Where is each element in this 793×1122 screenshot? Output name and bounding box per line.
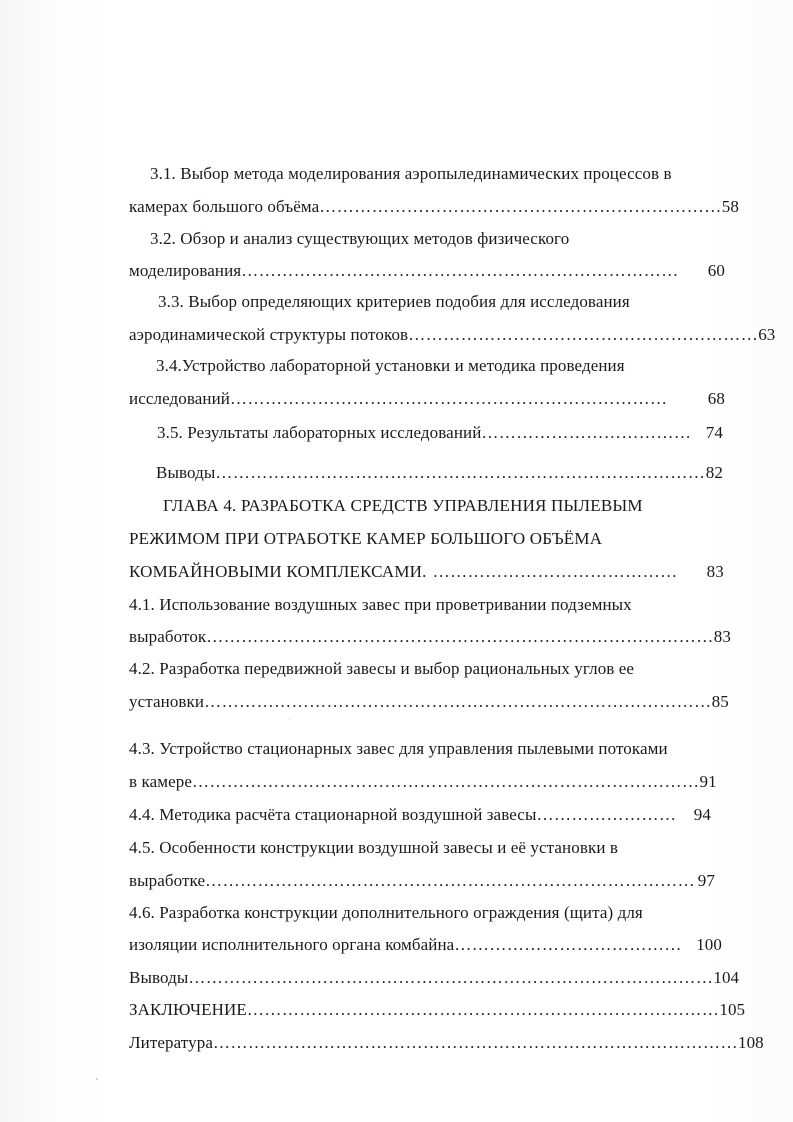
toc-4-1-line1: 4.1. Использование воздушных завес при проветривании подземных [129, 595, 632, 614]
toc-4-6-entry [129, 935, 722, 955]
toc-4-6-line1: 4.6. Разработка конструкции дополнительного ограждения (щита) для [129, 903, 643, 922]
page-number: 97 [697, 871, 715, 890]
page-number: 63 [758, 325, 776, 344]
leader-dots: ………………………………………………………………………… [215, 463, 706, 482]
leader-dots: ………………………………………………………………… [241, 261, 679, 280]
leader-dots: …………………………………………………………………………… [206, 627, 714, 646]
page-number: 82 [705, 463, 723, 482]
scan-speck [96, 1078, 98, 1080]
toc-literature-entry [129, 1033, 764, 1053]
toc-4-4-entry [129, 805, 711, 825]
toc-chapter-4-line1: ГЛАВА 4. РАЗРАБОТКА СРЕДСТВ УПРАВЛЕНИЯ ПЫЛЕВЫМ [163, 496, 643, 515]
leader-dots: ……………………………………………………………………………… [212, 1033, 738, 1052]
toc-3-5-title: 3.5. Результаты лабораторных исследований [157, 423, 482, 442]
toc-3-4-line1: 3.4.Устройство лабораторной установки и методика проведения [156, 356, 625, 375]
page-number: 68 [707, 389, 725, 408]
toc-3-5-entry [157, 423, 723, 443]
leader-dots: …………………………………………………………………………… [191, 772, 700, 791]
leader-dots: …………………… [536, 805, 677, 824]
toc-4-6-line2: изоляции исполнительного органа комбайна [129, 935, 455, 954]
scan-speck [289, 719, 290, 720]
toc-3-4-entry [129, 389, 725, 409]
page-number: 60 [707, 261, 725, 280]
leader-dots: ………………………………………………………………… [229, 389, 668, 408]
page-number: 85 [711, 692, 729, 711]
leader-dots: ………………………………………………………………………… [205, 871, 696, 890]
toc-3-2-entry [129, 261, 725, 281]
toc-3-2-line2: моделирования [129, 261, 242, 280]
toc-4-2-line2: установки [129, 692, 205, 711]
toc-conclusions-ch4-entry [129, 968, 740, 988]
page-number: 83 [706, 562, 724, 581]
leader-dots: …………………………………… [432, 562, 678, 581]
toc-4-1-entry [129, 627, 731, 647]
toc-conclusion-title: ЗАКЛЮЧЕНИЕ [129, 1000, 247, 1019]
toc-chapter-4-line2: РЕЖИМОМ ПРИ ОТРАБОТКЕ КАМЕР БОЛЬШОГО ОБЪЁМА [129, 529, 603, 548]
toc-3-3-line1: 3.3. Выбор определяющих критериев подобия для исследования [158, 292, 630, 311]
page-number: 104 [713, 968, 740, 987]
toc-4-5-line1: 4.5. Особенности конструкции воздушной завесы и её установки в [129, 838, 618, 857]
toc-literature-title: Литература [129, 1033, 213, 1052]
leader-dots: …………………………………………………… [408, 325, 759, 344]
toc-3-1-entry [129, 197, 739, 217]
toc-4-2-entry [129, 692, 729, 712]
leader-dots: ………………………………… [454, 935, 682, 954]
toc-4-3-entry [129, 772, 717, 792]
toc-conclusions-ch3-title: Выводы [156, 463, 216, 482]
toc-3-1-line1: 3.1. Выбор метода моделирования аэропылединамических процессов в [150, 164, 672, 183]
toc-3-3-line2: аэродинамической структуры потоков [129, 325, 409, 344]
page-number: 100 [696, 935, 722, 954]
page-number: 108 [737, 1033, 764, 1052]
page-number: 74 [705, 423, 723, 442]
page-number: 58 [721, 197, 739, 216]
page-number: 94 [693, 805, 711, 824]
toc-conclusions-ch4-title: Выводы [129, 968, 189, 987]
toc-3-1-line2: камерах большого объёма [129, 197, 320, 216]
toc-4-5-line2: выработке [129, 871, 206, 890]
leader-dots: …………………………………………………………… [319, 197, 722, 216]
toc-conclusion-entry [129, 1000, 746, 1020]
page-number: 91 [699, 772, 717, 791]
page-number: 105 [719, 1000, 746, 1019]
toc-3-4-line2: исследований [129, 389, 230, 408]
toc-4-3-line1: 4.3. Устройство стационарных завес для управления пылевыми потоками [129, 739, 668, 758]
leader-dots: ……………………………………………………………………………… [188, 968, 714, 987]
toc-3-2-line1: 3.2. Обзор и анализ существующих методов физического [150, 229, 570, 248]
toc-4-3-line2: в камере [129, 772, 192, 791]
toc-4-4-title: 4.4. Методика расчёта стационарной воздушной завесы [129, 805, 537, 824]
toc-3-3-entry [129, 325, 776, 345]
leader-dots: ……………………………………………………………………… [246, 1000, 720, 1019]
toc-4-2-line1: 4.2. Разработка передвижной завесы и выбор рациональных углов ее [129, 659, 635, 678]
toc-chapter-4-line3: КОМБАЙНОВЫМИ КОМПЛЕКСАМИ. [129, 562, 427, 581]
toc-chapter-4-entry [129, 562, 724, 582]
page-number: 83 [713, 627, 731, 646]
toc-conclusions-ch3-entry [156, 463, 723, 483]
toc-4-5-entry [129, 871, 715, 891]
toc-4-1-line2: выработок [129, 627, 207, 646]
leader-dots: ……………………………… [481, 423, 692, 442]
leader-dots: …………………………………………………………………………… [204, 692, 712, 711]
